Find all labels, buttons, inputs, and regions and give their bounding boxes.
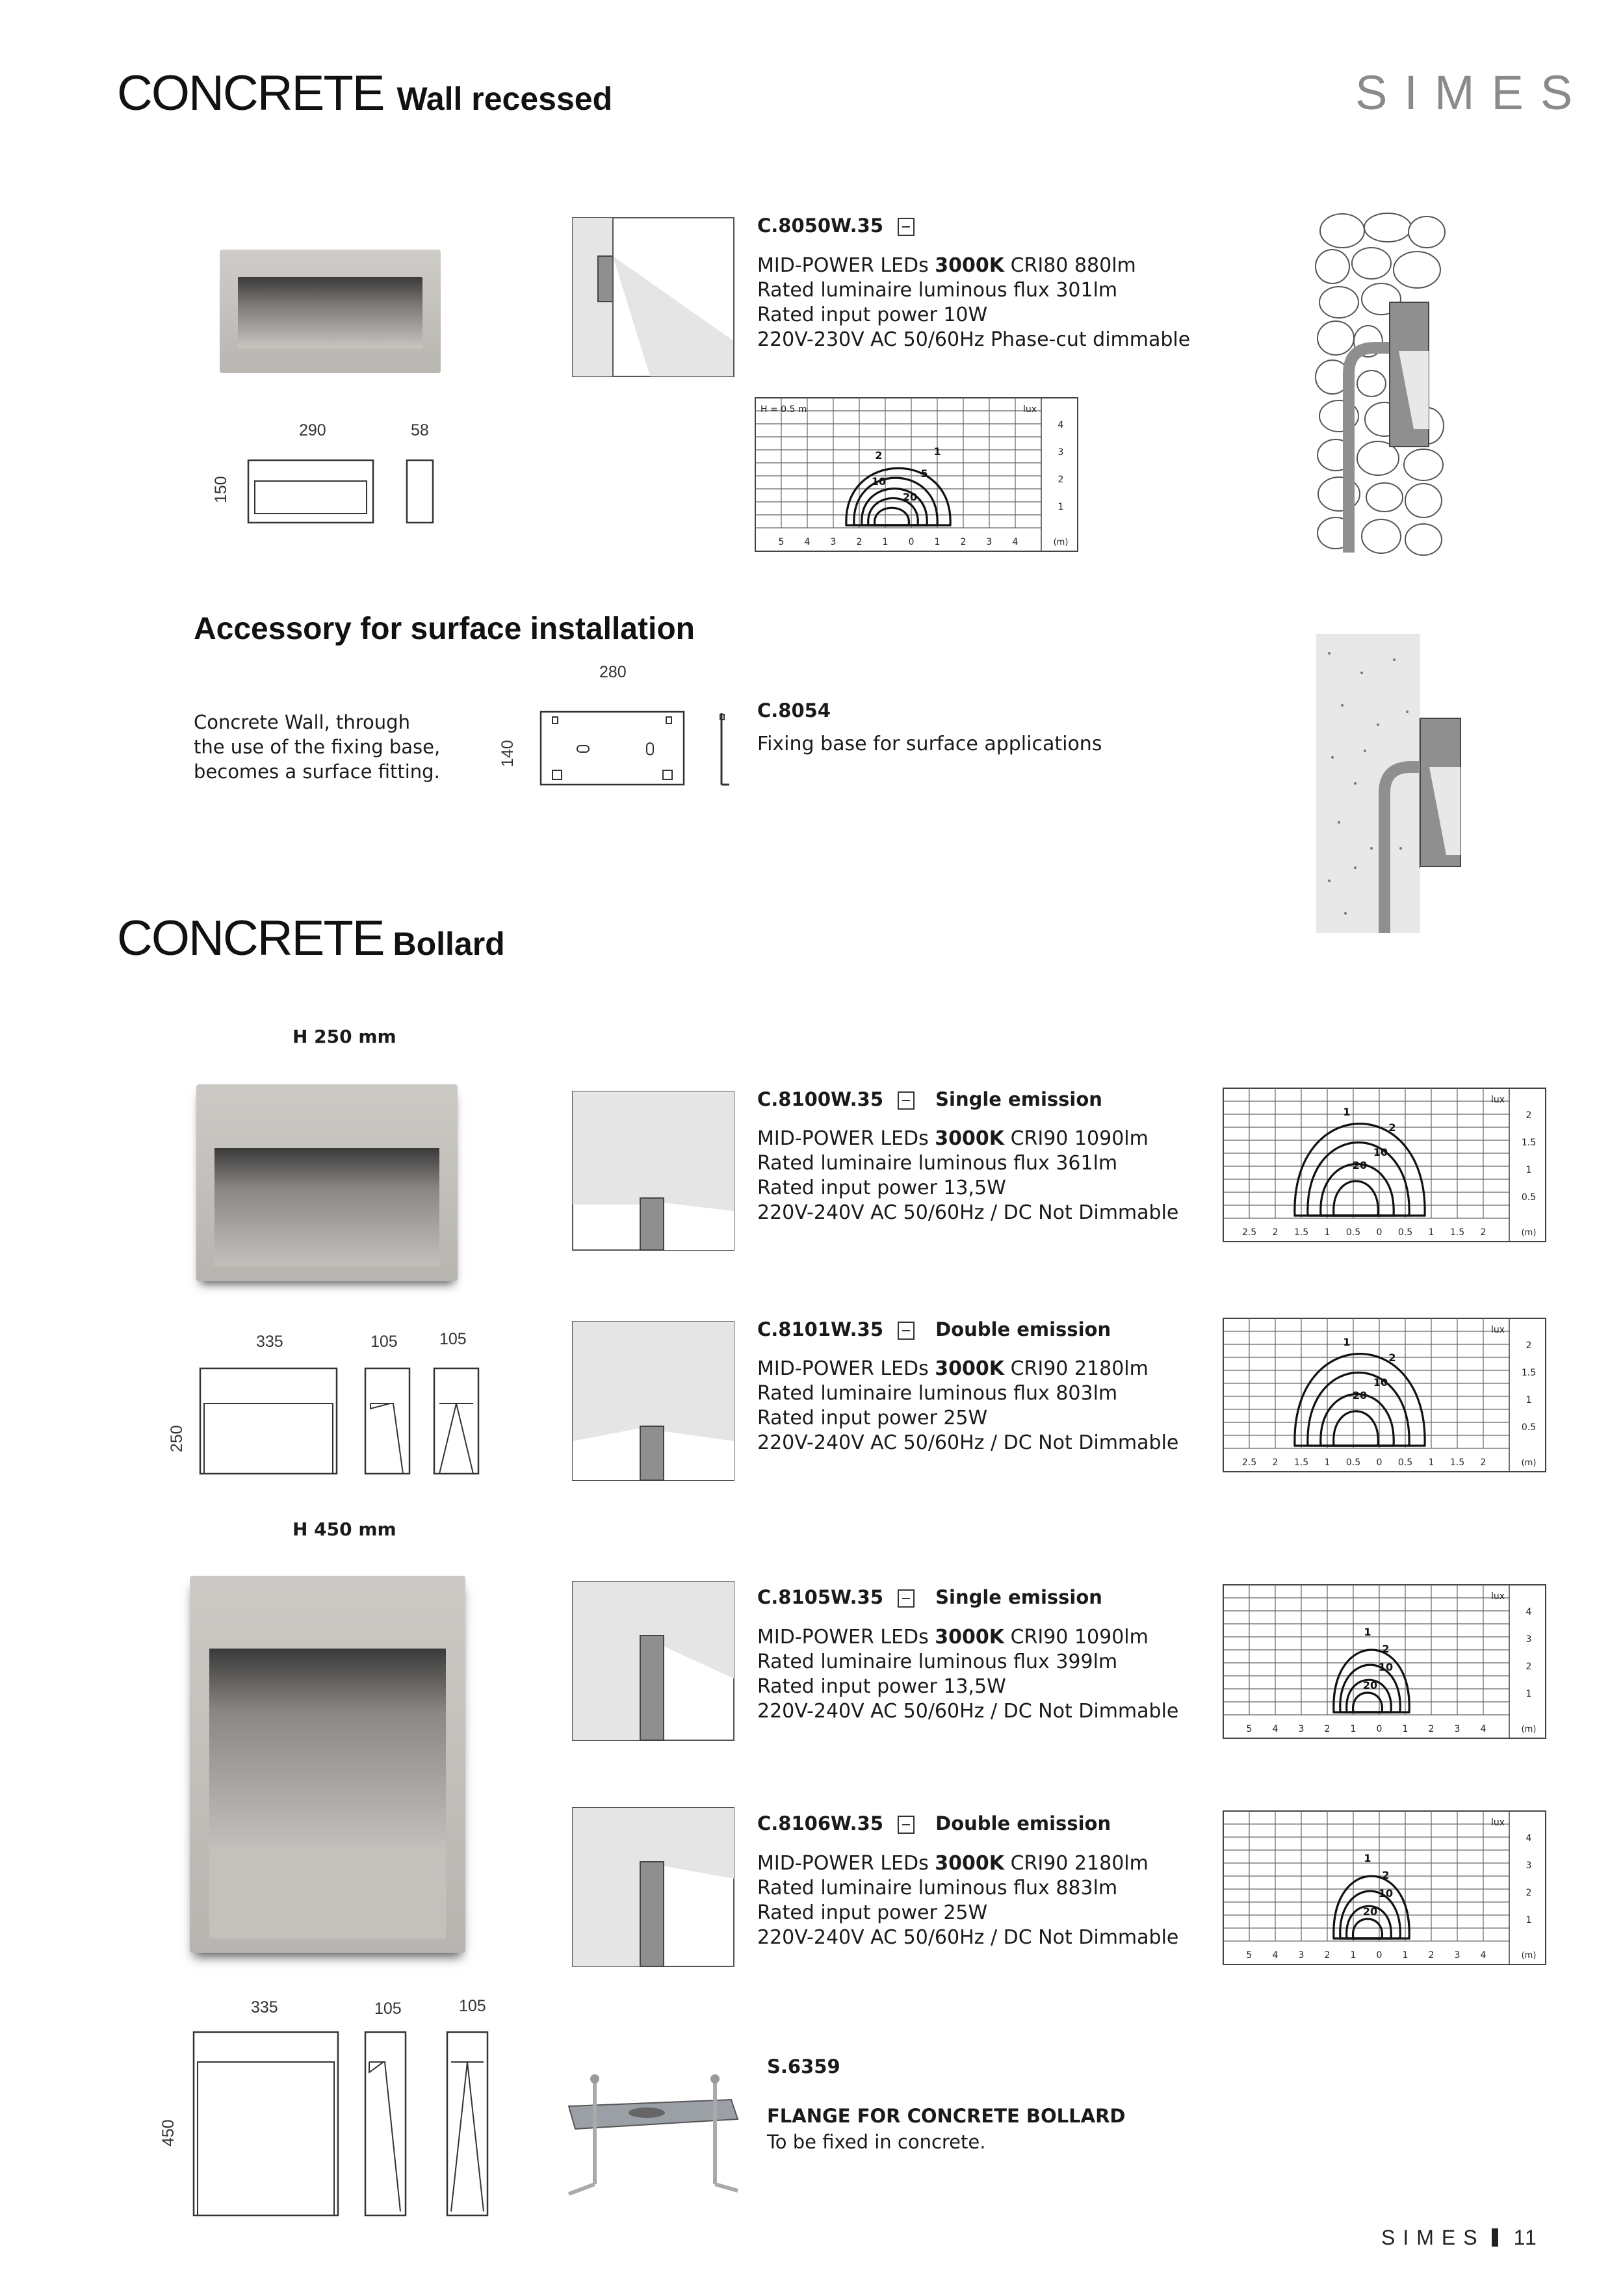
isoline-label: 20 [1362,1679,1378,1691]
x-tick-label: 1.5 [1293,1227,1309,1238]
footer [1381,2226,1538,2250]
y-tick-label: 0.5 [1521,1192,1537,1203]
isoline-label: 10 [1378,1661,1394,1673]
y-tick-label: 1 [1526,1395,1532,1405]
x-tick-label: 0 [1376,1457,1383,1468]
y-tick-label: 1.5 [1521,1368,1537,1378]
spec-line-leds: MID-POWER LEDs 3000K CRI80 880lm [757,254,1136,277]
product-code-c8054: C.8054 [757,699,831,722]
h450-dim-depth1: 105 [374,2000,402,2018]
h250-dimension-drawing [195,1362,481,1485]
y-tick-label: 1 [1526,1915,1532,1925]
flange-title: FLANGE FOR CONCRETE BOLLARD [767,2105,1126,2127]
x-tick-label: 1 [1324,1227,1331,1238]
x-unit-label: (m) [1521,1228,1537,1238]
x-tick-label: 1 [1324,1457,1331,1468]
wall-fixture-icon [898,218,915,236]
x-tick-label: 0 [1376,1950,1383,1961]
product-code-c8101: C.8101W.35 Double emission [757,1318,1111,1340]
y-tick-label: 3 [1058,447,1064,458]
bollard-fixture-icon [898,1589,915,1608]
x-tick-label: 0 [908,537,915,547]
h450-dim-depth2: 105 [459,1997,486,2015]
x-tick-label: 3 [986,537,993,547]
x-tick-label: 2 [1428,1724,1435,1734]
accessory-description: Concrete Wall, through the use of the fixing base, becomes a surface fitting. [194,711,441,783]
x-tick-label: 4 [1480,1950,1487,1961]
y-tick-label: 3 [1526,1634,1532,1645]
h450-dim-width: 335 [251,1998,278,2016]
isoline-label: 20 [902,491,918,503]
x-unit-label: (m) [1521,1725,1537,1734]
h450-label: H 450 mm [292,1519,396,1540]
isoline-label: 1 [1364,1626,1371,1638]
fixing-base-drawing [533,705,741,790]
flange-text: To be fixed in concrete. [767,2131,986,2153]
emission-type: Double emission [935,1812,1111,1834]
y-tick-label: 4 [1526,1607,1532,1617]
footer-separator [1492,2228,1498,2247]
isoline-label: 2 [1382,1643,1390,1655]
h250-label: H 250 mm [292,1026,396,1047]
h250-dim-depth1: 105 [370,1333,398,1351]
x-tick-label: 3 [1298,1724,1305,1734]
y-tick-label: 3 [1526,1860,1532,1871]
x-tick-label: 4 [1480,1724,1487,1734]
x-tick-label: 3 [1298,1950,1305,1961]
isoline-label: 20 [1352,1159,1368,1171]
x-tick-label: 0.5 [1397,1227,1413,1238]
spec-line-supply: 220V-230V AC 50/60Hz Phase-cut dimmable [757,328,1191,351]
isoline-label: 10 [1378,1887,1394,1899]
lux-chart-c8105 [1222,1584,1566,1746]
x-tick-label: 2 [1272,1457,1279,1468]
spec-c8054: Fixing base for surface applications [757,733,1102,755]
isoline-label: 1 [933,445,941,458]
isoline-label: 1 [1364,1852,1371,1864]
x-tick-label: 0 [1376,1724,1383,1734]
unit-label: lux [1491,1591,1505,1602]
isoline-label: 5 [920,467,928,480]
x-tick-label: 1.5 [1449,1227,1465,1238]
lux-chart-c8106 [1222,1810,1566,1972]
isoline-label: 20 [1352,1389,1368,1402]
x-tick-label: 1.5 [1449,1457,1465,1468]
page-title: CONCRETE Wall recessed [117,66,613,121]
y-tick-label: 1.5 [1521,1138,1537,1148]
x-tick-label: 2 [1324,1950,1331,1961]
y-tick-label: 2 [1526,1340,1532,1351]
height-label: H = 0.5 m [760,404,807,415]
x-tick-label: 5 [1246,1724,1253,1734]
h250-dim-depth2: 105 [439,1330,467,1348]
accessory-title: Accessory for surface installation [194,612,695,646]
x-tick-label: 2 [960,537,967,547]
x-tick-label: 1 [1428,1227,1435,1238]
emission-type: Double emission [935,1318,1111,1340]
y-tick-label: 4 [1526,1833,1532,1844]
product-photo-bollard-450 [190,1576,465,1953]
x-tick-label: 2 [856,537,863,547]
x-unit-label: (m) [1521,1951,1537,1961]
spec-line-flux: Rated luminaire luminous flux 301lm [757,279,1118,302]
brand-logo: SIMES [1355,66,1590,120]
unit-label: lux [1491,1818,1505,1828]
flange-photo [556,2054,751,2204]
x-tick-label: 1 [882,537,889,547]
h250-dim-width: 335 [256,1333,283,1351]
x-tick-label: 5 [1246,1950,1253,1961]
x-tick-label: 2.5 [1241,1457,1257,1468]
isoline-label: 1 [1343,1106,1351,1118]
specs-c8106: MID-POWER LEDs 3000K CRI90 2180lm Rated luminaire luminous flux 883lm Rated input power 25W 220V-240V AC 50/60Hz / DC Not Dimmable [757,1852,1179,1949]
isoline-label: 10 [871,475,887,488]
dim-height: 150 [212,476,230,503]
y-tick-label: 0.5 [1521,1422,1537,1433]
x-tick-label: 0.5 [1345,1457,1361,1468]
y-tick-label: 1 [1058,502,1064,512]
emission-diagram-c8101 [572,1321,734,1481]
x-tick-label: 2 [1272,1227,1279,1238]
surface-fixture-side [1420,715,1466,871]
installation-illustration-stone-wall [1313,211,1456,569]
x-tick-label: 4 [1012,537,1019,547]
x-tick-label: 3 [830,537,837,547]
installation-illustration-surface [1316,634,1420,933]
emission-diagram-c8106 [572,1807,734,1967]
dim-width: 290 [299,421,326,439]
x-tick-label: 0.5 [1397,1457,1413,1468]
isoline-label: 2 [1388,1121,1396,1134]
isoline-label: 10 [1373,1376,1388,1389]
emission-diagram-c8105 [572,1581,734,1741]
dim-depth: 58 [411,421,429,439]
specs-c8105: MID-POWER LEDs 3000K CRI90 1090lm Rated luminaire luminous flux 399lm Rated input power 13,5W 220V-240V AC 50/60Hz / DC Not Dimmable [757,1626,1179,1723]
x-tick-label: 0.5 [1345,1227,1361,1238]
bollard-fixture-icon [898,1322,915,1340]
y-tick-label: 4 [1058,420,1064,430]
y-tick-label: 2 [1526,1888,1532,1898]
accessory-dim-height: 140 [499,740,517,767]
emission-diagram-c8100 [572,1091,734,1251]
isoline-label: 2 [1388,1351,1396,1364]
emission-diagram-wall [572,217,734,377]
isoline-label: 20 [1362,1905,1378,1918]
specs-c8100: MID-POWER LEDs 3000K CRI90 1090lm Rated luminaire luminous flux 361lm Rated input power 13,5W 220V-240V AC 50/60Hz / DC Not Dimmable [757,1127,1179,1224]
dimension-drawing-wall [240,455,442,527]
lux-chart-c8101 [1222,1317,1566,1480]
isoline-label: 2 [875,449,883,462]
unit-label: lux [1023,404,1037,415]
x-tick-label: 1 [934,537,941,547]
y-tick-label: 2 [1526,1110,1532,1121]
lux-chart-wall [754,397,1098,559]
h450-dim-height: 450 [159,2119,177,2146]
bollard-fixture-icon [898,1816,915,1834]
h250-dim-height: 250 [168,1425,186,1452]
y-tick-label: 1 [1526,1689,1532,1699]
footer-brand: SIMES [1381,2226,1485,2249]
x-tick-label: 1 [1350,1724,1357,1734]
y-tick-label: 2 [1058,475,1064,485]
x-tick-label: 2 [1480,1227,1487,1238]
specs-c8101: MID-POWER LEDs 3000K CRI90 2180lm Rated luminaire luminous flux 803lm Rated input power 25W 220V-240V AC 50/60Hz / DC Not Dimmable [757,1357,1179,1454]
page-subtitle: Wall recessed [396,81,613,117]
unit-label: lux [1491,1325,1505,1335]
product-code-c8100: C.8100W.35 Single emission [757,1088,1102,1110]
x-tick-label: 3 [1454,1724,1461,1734]
x-tick-label: 4 [1272,1950,1279,1961]
x-tick-label: 2 [1480,1457,1487,1468]
product-photo-bollard-250 [196,1084,458,1281]
page-number: 11 [1513,2226,1538,2249]
x-tick-label: 3 [1454,1950,1461,1961]
chart-frame [1223,1318,1546,1472]
x-tick-label: 2 [1324,1724,1331,1734]
emission-type: Single emission [935,1586,1102,1608]
isoline-label: 10 [1373,1146,1388,1158]
product-code-s6359: S.6359 [767,2055,840,2078]
product-code-c8106: C.8106W.35 Double emission [757,1812,1111,1834]
x-tick-label: 1 [1350,1950,1357,1961]
x-tick-label: 5 [778,537,785,547]
bollard-title: CONCRETE Bollard [117,911,505,966]
x-tick-label: 0 [1376,1227,1383,1238]
h450-dimension-drawing [188,2027,500,2222]
y-tick-label: 1 [1526,1165,1532,1175]
x-unit-label: (m) [1053,538,1069,547]
x-tick-label: 4 [1272,1724,1279,1734]
x-tick-label: 2.5 [1241,1227,1257,1238]
product-photo-wall-recessed [220,250,441,373]
x-tick-label: 1 [1402,1950,1409,1961]
accessory-dim-width: 280 [599,663,627,681]
lux-chart-c8100 [1222,1087,1566,1249]
x-unit-label: (m) [1521,1458,1537,1468]
unit-label: lux [1491,1095,1505,1105]
x-tick-label: 4 [804,537,811,547]
y-tick-label: 2 [1526,1662,1532,1672]
bollard-subtitle: Bollard [393,926,505,962]
spec-line-power: Rated input power 10W [757,304,988,326]
x-tick-label: 1.5 [1293,1457,1309,1468]
isoline-label: 2 [1382,1869,1390,1881]
specs-c8050 [757,254,1190,352]
bollard-fixture-icon [898,1091,915,1110]
isoline-label: 1 [1343,1336,1351,1348]
x-tick-label: 1 [1402,1724,1409,1734]
emission-type: Single emission [935,1088,1102,1110]
x-tick-label: 2 [1428,1950,1435,1961]
x-tick-label: 1 [1428,1457,1435,1468]
product-code-c8105: C.8105W.35 Single emission [757,1586,1102,1608]
product-code-c8050: C.8050W.35 [757,215,915,237]
